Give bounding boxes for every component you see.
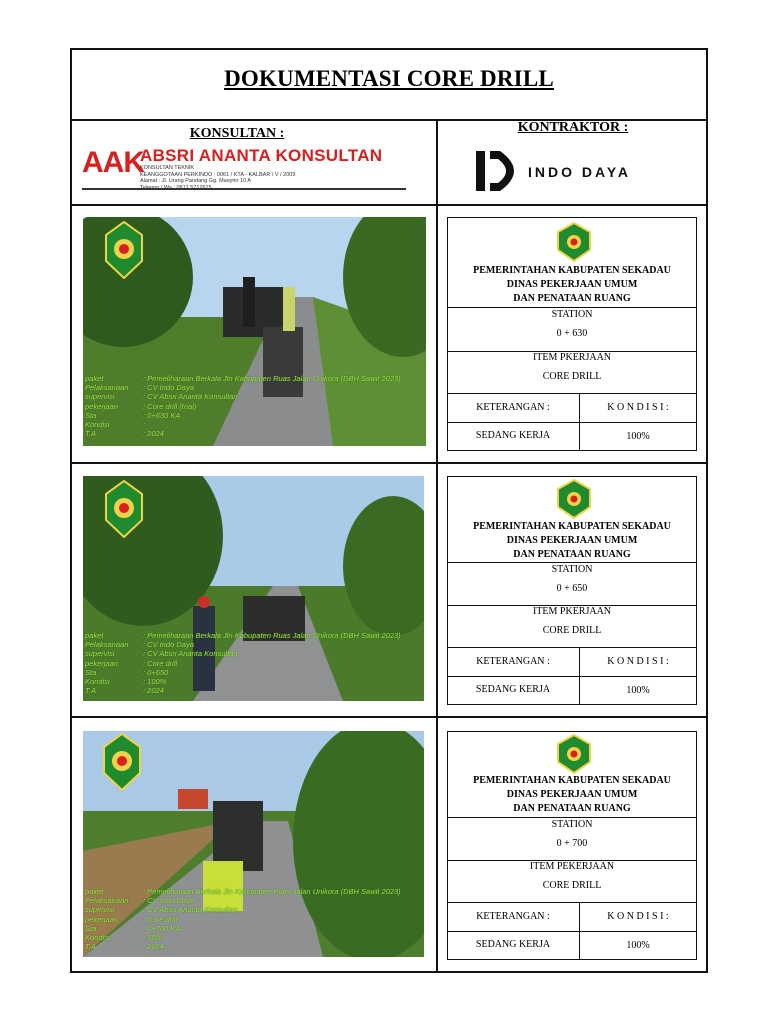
caption-value: : 100% (143, 677, 167, 687)
divider (70, 204, 708, 206)
item-label: ITEM PKERJAAN (532, 606, 612, 617)
caption-value: : 0+630 KA (143, 410, 181, 420)
caption-key: Kondisi (85, 933, 110, 943)
caption-value: : Core drill (143, 914, 178, 924)
org-name (448, 774, 696, 816)
caption-value: : 0+700 KA (143, 923, 181, 933)
status-row (448, 422, 696, 450)
caption-key: Kondisi (85, 420, 110, 430)
logo-underline (82, 188, 406, 190)
caption-line (85, 640, 401, 649)
info-table (447, 217, 697, 451)
item-value: CORE DRILL (542, 625, 602, 636)
caption-value: : (143, 420, 146, 430)
org-line: PEMERINTAHAN KABUPATEN SEKADAU (473, 265, 671, 276)
percent-value: 100% (626, 431, 650, 442)
item-label: ITEM PKERJAAN (532, 352, 612, 363)
consultant-detail-line: Alamat : Jl. Urang Pandang Gg. Masyrin 10 A (140, 178, 251, 185)
caption-key: Sta (85, 923, 97, 933)
caption-value: : 2024 (143, 429, 164, 439)
item-value: CORE DRILL (542, 880, 602, 891)
caption-line (85, 905, 401, 914)
keterangan-label: KETERANGAN : (476, 911, 550, 922)
caption-value: : CV Indo Daya (143, 896, 194, 906)
caption-line (85, 942, 401, 951)
caption-line (85, 392, 401, 401)
keterangan-row (448, 393, 696, 422)
caption-line (85, 686, 401, 695)
status-text: SEDANG KERJA (475, 684, 551, 695)
caption-key: supervisi (85, 649, 115, 659)
keterangan-row (448, 647, 696, 676)
caption-line (85, 631, 401, 640)
caption-key: pekerjaan (85, 914, 118, 924)
contractor-label: KONTRAKTOR : (517, 120, 629, 135)
caption-value: : 0+650 (143, 667, 169, 677)
caption-key: Sta (85, 667, 97, 677)
caption-line (85, 887, 401, 896)
caption-key: paket (85, 631, 104, 640)
caption-line (85, 933, 401, 942)
photo-caption (85, 374, 401, 438)
station-value: 0 + 630 (556, 328, 588, 339)
caption-key: pekerjaan (85, 658, 118, 668)
caption-key: supervisi (85, 905, 115, 915)
org-line: PEMERINTAHAN KABUPATEN SEKADAU (473, 521, 671, 532)
consultant-logo-name: ABSRI ANANTA KONSULTAN (140, 146, 383, 165)
caption-key: Pelaksanaan (85, 383, 129, 393)
consultant-label: KONSULTAN : (189, 126, 285, 141)
divider (70, 462, 708, 464)
consultant-detail-line: KONSULTAN TEKNIK (140, 165, 195, 171)
status-text: SEDANG KERJA (475, 939, 551, 950)
caption-value: : CV Indo Daya (143, 383, 194, 393)
org-line: DINAS PEKERJAAN UMUM (506, 535, 638, 546)
caption-value: : CV Indo Daya (143, 640, 194, 650)
regency-emblem-icon (103, 733, 141, 791)
percent-value: 100% (626, 940, 650, 951)
contractor-logo (470, 145, 700, 197)
item-label: ITEM PEKERJAAN (529, 861, 615, 872)
station-value: 0 + 650 (556, 583, 588, 594)
item-value: CORE DRILL (542, 371, 602, 382)
caption-key: Kondisi (85, 677, 110, 687)
caption-value: : Pemeliharaan Berkala Jln Kabupaten Ruas Jalan Unikora (DBH Sawit 2023) (143, 374, 401, 383)
caption-value: : 2024 (143, 686, 164, 696)
regency-emblem-icon (557, 734, 591, 774)
photo-caption (85, 887, 401, 951)
status-text: SEDANG KERJA (475, 430, 551, 441)
org-line: PEMERINTAHAN KABUPATEN SEKADAU (473, 775, 671, 786)
caption-key: Pelaksanaan (85, 640, 129, 650)
station-label: STATION (551, 564, 593, 575)
status-row (448, 931, 696, 959)
info-table (447, 476, 697, 705)
caption-key: T.A (85, 686, 96, 696)
contractor-logo-name: INDO DAYA (528, 164, 631, 180)
org-name (448, 520, 696, 562)
keterangan-label: KETERANGAN : (476, 656, 550, 667)
consultant-logo (82, 143, 408, 191)
caption-value: : Core drill (143, 658, 178, 668)
indo-daya-mark-icon (470, 147, 530, 197)
org-line: DINAS PEKERJAAN UMUM (506, 789, 638, 800)
caption-line (85, 411, 401, 420)
regency-emblem-icon (105, 221, 143, 279)
caption-line (85, 915, 401, 924)
station-label: STATION (551, 819, 593, 830)
caption-value: : 2024 (143, 942, 164, 952)
org-line: DAN PENATAAN RUANG (513, 549, 631, 560)
caption-key: Sta (85, 410, 97, 420)
caption-key: Pelaksanaan (85, 896, 129, 906)
caption-value: : CV Absri Ananta Konsultan (143, 905, 238, 915)
consultant-detail-line: KEANGGOTAAN PERKINDO : 0061 / KTA - KALBAR / V / 2009 (140, 171, 296, 178)
keterangan-row (448, 902, 696, 931)
org-line: DAN PENATAAN RUANG (513, 803, 631, 814)
regency-emblem-icon (557, 222, 591, 262)
regency-emblem-icon (105, 480, 143, 538)
caption-value: : CV Absri Ananta Konsultan (143, 392, 238, 402)
station-row (448, 817, 696, 860)
org-line: DAN PENATAAN RUANG (513, 293, 631, 304)
page-title: DOKUMENTASI CORE DRILL (224, 66, 554, 91)
station-row (448, 562, 696, 605)
item-row (448, 351, 696, 393)
caption-line (85, 896, 401, 905)
caption-value: : CV Absri Ananta Konsultan (143, 649, 238, 659)
percent-value: 100% (626, 685, 650, 696)
site-photo (83, 217, 426, 446)
photo-caption (85, 631, 401, 695)
site-photo (83, 731, 424, 957)
caption-value: : Pemeliharaan Berkala Jln Kabupaten Ruas Jalan Unikora (DBH Sawit 2023) (143, 887, 401, 896)
station-label: STATION (551, 309, 593, 320)
info-table (447, 731, 697, 960)
caption-value: : Core drill (trial) (143, 401, 197, 411)
caption-key: paket (85, 887, 104, 896)
caption-key: pekerjaan (85, 401, 118, 411)
caption-key: T.A (85, 429, 96, 439)
caption-key: T.A (85, 942, 96, 952)
caption-line (85, 374, 401, 383)
caption-line (85, 924, 401, 933)
caption-line (85, 659, 401, 668)
caption-line (85, 420, 401, 429)
consultant-logo-mark: AAK (82, 146, 144, 179)
org-line: DINAS PEKERJAAN UMUM (506, 279, 638, 290)
caption-line (85, 649, 401, 658)
status-row (448, 676, 696, 704)
item-row (448, 860, 696, 902)
kondisi-label: K O N D I S I : (607, 656, 669, 667)
caption-line (85, 429, 401, 438)
org-name (448, 264, 696, 306)
kondisi-label: K O N D I S I : (607, 911, 669, 922)
station-value: 0 + 700 (556, 838, 588, 849)
caption-key: supervisi (85, 392, 115, 402)
regency-emblem-icon (557, 479, 591, 519)
caption-line (85, 383, 401, 392)
station-row (448, 307, 696, 351)
caption-line (85, 677, 401, 686)
divider (70, 716, 708, 718)
caption-value: : 50% (143, 933, 163, 943)
kondisi-label: K O N D I S I : (607, 402, 669, 413)
site-photo (83, 476, 424, 701)
caption-line (85, 668, 401, 677)
caption-key: paket (85, 374, 104, 383)
keterangan-label: KETERANGAN : (476, 402, 550, 413)
caption-value: : Pemeliharaan Berkala Jln Kabupaten Ruas Jalan Unikora (DBH Sawit 2023) (143, 631, 401, 640)
caption-line (85, 402, 401, 411)
item-row (448, 605, 696, 647)
divider (436, 119, 438, 973)
